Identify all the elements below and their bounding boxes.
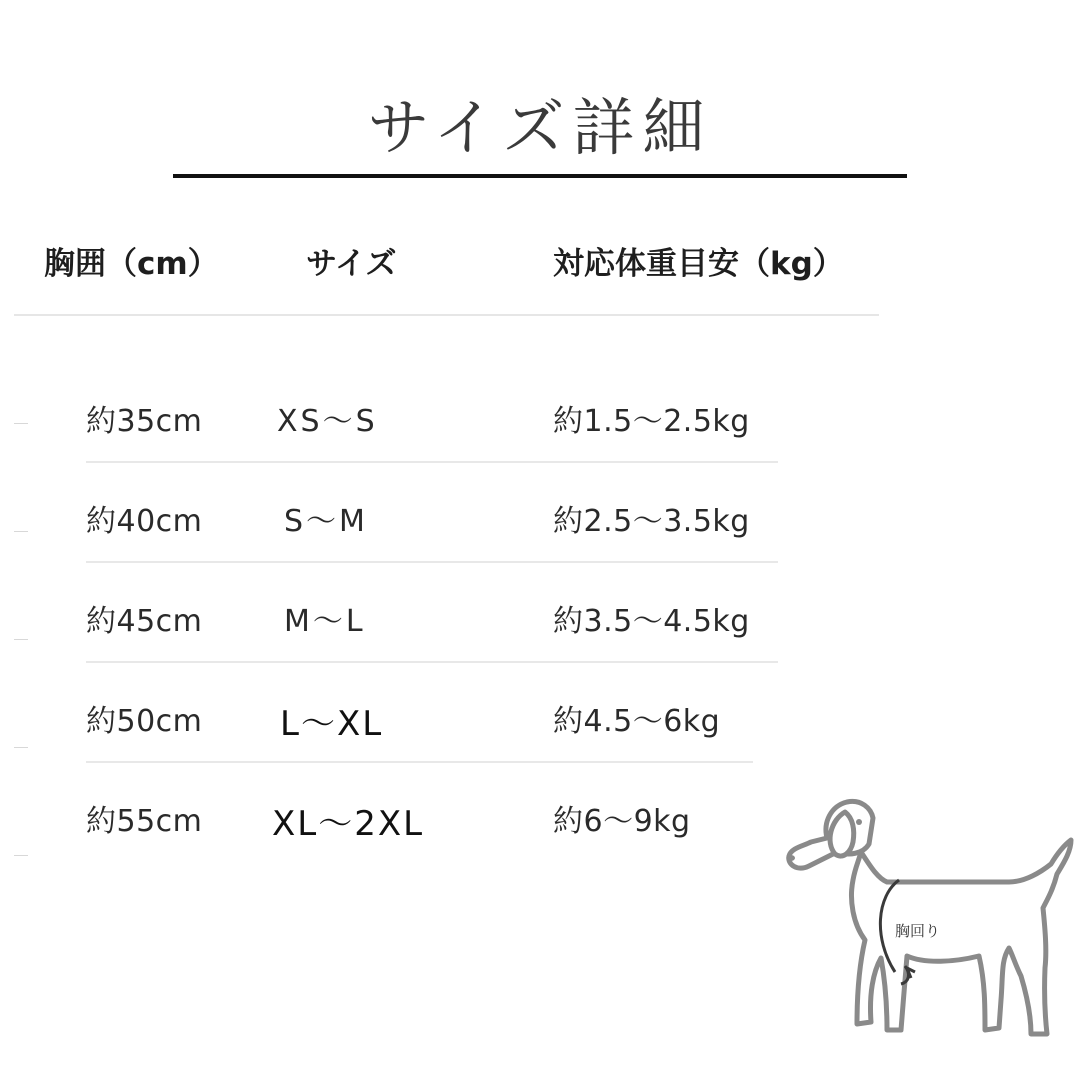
row-tick <box>14 639 28 640</box>
row-divider <box>86 761 753 763</box>
chest-value: 約45cm <box>86 604 203 639</box>
size-value: XL〜2XL <box>272 804 425 844</box>
weight-value: 約3.5〜4.5kg <box>553 604 750 639</box>
size-value: S〜M <box>284 504 368 539</box>
table-row <box>0 596 1080 696</box>
page-title: サイズ詳細 <box>367 91 713 164</box>
row-tick <box>14 747 28 748</box>
chest-girth-label: 胸回り <box>895 922 941 940</box>
size-value: L〜XL <box>280 704 384 744</box>
weight-value: 約2.5〜3.5kg <box>553 504 750 539</box>
row-tick <box>14 423 28 424</box>
title-underline <box>173 174 907 178</box>
row-tick <box>14 855 28 856</box>
weight-value: 約4.5〜6kg <box>553 704 721 739</box>
chest-value: 約35cm <box>86 404 203 439</box>
header-chest: 胸囲（cm） <box>44 246 219 282</box>
row-divider <box>86 661 778 663</box>
chest-value: 約40cm <box>86 504 203 539</box>
header-size: サイズ <box>306 246 397 282</box>
weight-value: 約1.5〜2.5kg <box>553 404 750 439</box>
header-divider <box>14 314 879 316</box>
chest-value: 約55cm <box>86 804 203 839</box>
size-value: M〜L <box>284 604 366 639</box>
table-row <box>0 396 1080 496</box>
size-value: XS〜S <box>277 404 378 439</box>
header-weight: 対応体重目安（kg） <box>553 246 844 282</box>
table-row <box>0 496 1080 596</box>
row-divider <box>86 461 778 463</box>
dog-outline-icon <box>765 760 1080 1070</box>
chest-value: 約50cm <box>86 704 203 739</box>
row-tick <box>14 531 28 532</box>
row-divider <box>86 561 778 563</box>
weight-value: 約6〜9kg <box>553 804 691 839</box>
